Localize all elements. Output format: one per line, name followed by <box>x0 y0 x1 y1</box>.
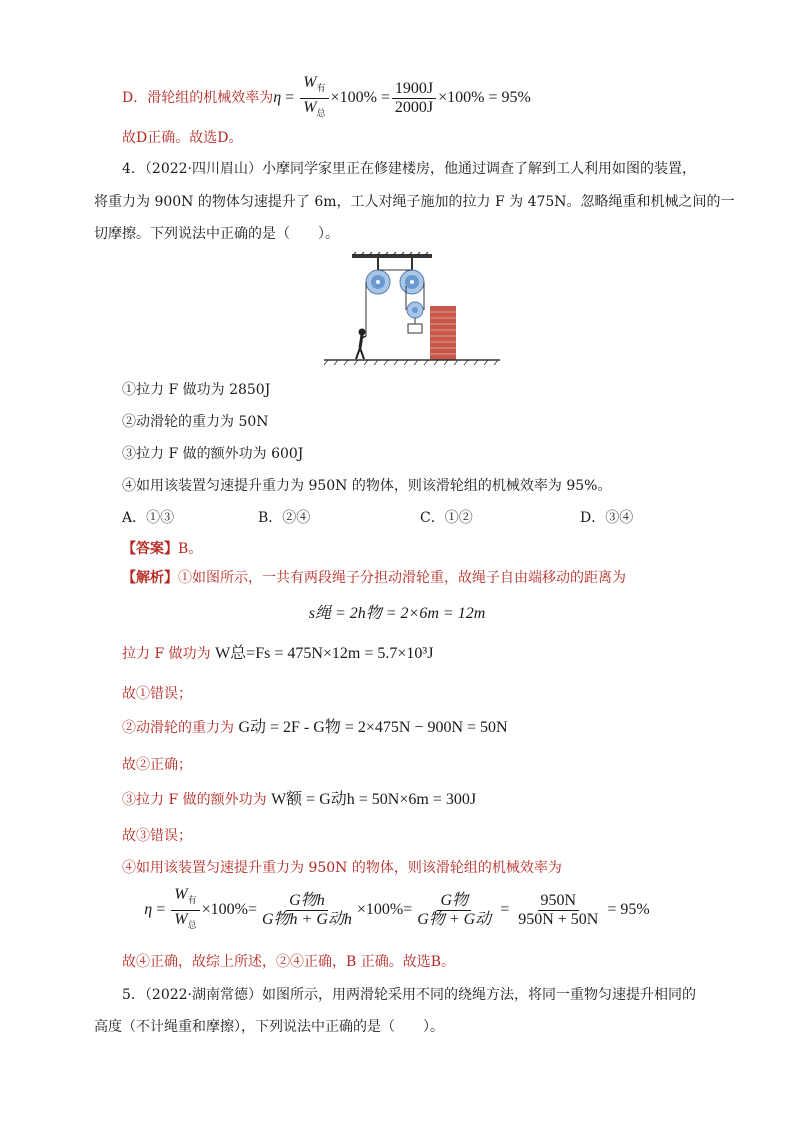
ceiling-hatch <box>354 252 430 254</box>
step-4-line: ④如用该装置匀速提升重力为 950N 的物体，则该滑轮组的机械效率为 <box>122 860 562 876</box>
work-formula: W总=Fs = 475N×12m = 5.7×10³J <box>215 645 434 662</box>
step-3-line: ③拉力 F 做的额外功为 W额 = G动h = 50N×6m = 300J <box>122 791 477 808</box>
joule-fraction: $\frac{1900J}{2000J}$ <box>392 80 436 117</box>
fixed-pulley-right <box>400 270 424 294</box>
option-c: C．①② <box>420 510 473 526</box>
w-ratio-fraction: $\frac{W_有}{W_总}$ <box>300 74 328 121</box>
gh-fraction: $\frac{\text{G物h}}{\text{G物h + G动h}}$ <box>261 891 352 928</box>
brick-wall <box>430 306 456 360</box>
work-line: 拉力 F 做功为 W总=Fs = 475N×12m = 5.7×10³J <box>122 645 434 662</box>
options-row <box>122 508 682 528</box>
step-2-line: ②动滑轮的重力为 G动 = 2F - G物 = 2×475N − 900N = 50N <box>122 719 508 736</box>
numeric-fraction: $\frac{950N}{950N + 50N}$ <box>518 891 599 928</box>
statement-3: ③拉力 F 做的额外功为 600J <box>122 446 304 462</box>
statement-4: ④如用该装置匀速提升重力为 950N 的物体，则该滑轮组的机械效率为 95%。 <box>122 478 612 494</box>
answer-value: B。 <box>178 541 203 557</box>
ceiling-beam <box>352 254 432 258</box>
load-block <box>408 324 422 333</box>
q4-line-3: 切摩擦。下列说法中正确的是（ ）。 <box>94 226 339 242</box>
conclusion-1: 故①错误； <box>122 686 192 702</box>
worker-figure <box>356 329 366 359</box>
distance-formula: s绳 = 2h物 = 2×6m = 12m <box>308 605 486 622</box>
statement-1: ①拉力 F 做功为 2850J <box>122 382 271 398</box>
pulley-weight-formula: G动 = 2F - G物 = 2×475N − 900N = 50N <box>238 719 508 736</box>
pulley-diagram <box>322 252 502 368</box>
conclusion-3: 故③错误； <box>122 828 192 844</box>
option-d: D．③④ <box>580 510 634 526</box>
efficiency-chain: η = $\frac{W_有}{W_总}$ ×100%= $\frac{\text{G物h}}{\text{G物h + G动h}}$ ×100%= $\frac{\text{G物}}{\text{G物 + G动}}$ = $\frac{950N}{950N + 50N}$ = 95% <box>0 888 794 932</box>
extra-work-formula: W额 = G动h = 50N×6m = 300J <box>271 791 477 808</box>
efficiency-formula: η = $\frac{W_有}{W_总}$ ×100% = $\frac{1900J}{2000J}$ ×100% = 95% <box>273 74 531 121</box>
option-b: B．②④ <box>258 510 311 526</box>
q4-line-2: 将重力为 900N 的物体匀速提升了 6m，工人对绳子施加的拉力 F 为 475N。忽略绳重和机械之间的一 <box>94 194 735 210</box>
work-ratio-fraction: $\frac{W_有}{W_总}$ <box>171 886 199 933</box>
fixed-pulley-left <box>366 270 390 294</box>
analysis-intro: 【解析】①如图所示，一共有两段绳子分担动滑轮重，故绳子自由端移动的距离为 <box>122 570 626 586</box>
statement-2: ②动滑轮的重力为 50N <box>122 414 269 430</box>
option-d-label: D．滑轮组的机械效率为 <box>122 90 274 106</box>
conclusion-4: 故④正确，故综上所述，②④正确，B 正确。故选B。 <box>122 954 456 970</box>
answer-line <box>122 539 202 559</box>
q4-line-1: 4．（2022·四川眉山）小摩同学家里正在修建楼房，他通过调查了解到工人利用如图的装置， <box>122 161 696 177</box>
movable-pulley <box>407 302 423 318</box>
q5-line-2: 高度（不计绳重和摩擦），下列说法中正确的是（ ）。 <box>94 1019 444 1035</box>
analysis-tag: 【解析】 <box>122 570 178 586</box>
option-d-conclusion: 故D正确。故选D。 <box>122 130 243 146</box>
option-a: A．①③ <box>122 510 175 526</box>
conclusion-2: 故②正确； <box>122 757 192 773</box>
pulley-figure <box>322 252 502 368</box>
g-fraction: $\frac{\text{G物}}{\text{G物 + G动}}$ <box>417 891 492 928</box>
option-d-line <box>122 74 531 118</box>
answer-tag: 【答案】 <box>122 541 178 557</box>
q5-line-1: 5．（2022·湖南常德）如图所示，用两滑轮采用不同的绕绳方法，将同一重物匀速提升相同的 <box>122 987 696 1003</box>
